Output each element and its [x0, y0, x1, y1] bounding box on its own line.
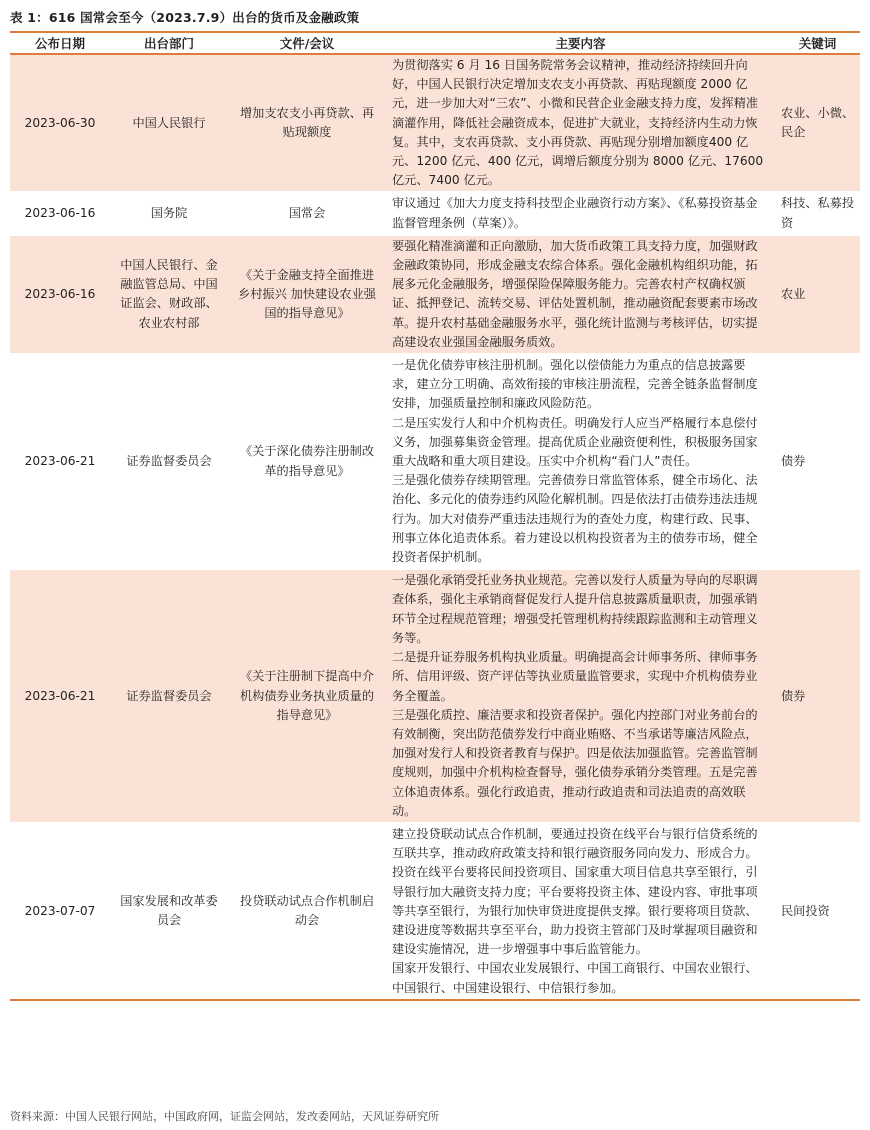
cell-document: 国常会: [228, 192, 386, 234]
content-paragraph: 一是优化债券审核注册机制。强化以偿债能力为重点的信息披露要求，建立分工明确、高效衔接的审核注册流程，完善全链条监督制度安排，加强质量控制和廉政风险防范。: [392, 358, 758, 411]
cell-date: 2023-07-07: [10, 823, 110, 1000]
cell-department: 证券监督委员会: [110, 354, 228, 569]
cell-department: 中国人民银行: [110, 54, 228, 192]
header-date: 公布日期: [10, 32, 110, 54]
cell-keyword: 农业、小微、民企: [775, 54, 860, 192]
source-footnote: 资料来源：中国人民银行网站，中国政府网，证监会网站，发改委网站，天风证券研究所: [10, 1110, 439, 1123]
content-paragraph: 三是强化债券存续期管理。完善债券日常监管体系，健全市场化、法治化、多元化的债券违约风险化解机制。四是依法打击债券违法违规行为。加大对债券严重违法违规行为的查处力度，构建行政、民事、刑事立体化追责体系。着力建设以机构投资者为主的债券市场，健全投资者保护机制。: [392, 473, 758, 565]
content-paragraph: 审议通过《加大力度支持科技型企业融资行动方案》、《私募投资基金监督管理条例（草案）》。: [392, 196, 758, 230]
cell-document: 投贷联动试点合作机制启动会: [228, 823, 386, 1000]
table-caption: 表 1：616 国常会至今（2023.7.9）出台的货币及金融政策: [10, 10, 360, 25]
cell-keyword: 民间投资: [775, 823, 860, 1000]
content-paragraph: 国家开发银行、中国农业发展银行、中国工商银行、中国农业银行、中国银行、中国建设银行、中信银行参加。: [392, 961, 758, 995]
policy-table: [10, 31, 860, 1001]
cell-document: 增加支农支小再贷款、再贴现额度: [228, 54, 386, 192]
table-row: [10, 192, 860, 234]
cell-date: 2023-06-30: [10, 54, 110, 192]
cell-keyword: 债券: [775, 569, 860, 823]
cell-department: 国务院: [110, 192, 228, 234]
content-paragraph: 二是压实发行人和中介机构责任。明确发行人应当严格履行本息偿付义务，加强募集资金管理。提高优质企业融资便利性，积极服务国家重大战略和重大项目建设。压实中介机构“看门人”责任。: [392, 415, 758, 469]
cell-content: [386, 192, 775, 234]
content-paragraph: 三是强化质控、廉洁要求和投资者保护。强化内控部门对业务前台的有效制衡，突出防范债券发行中商业贿赂、不当承诺等廉洁风险点，加强对发行人和投资者教育与保护。四是依法加强监管。完善监管制度规则，加强中介机构检查督导，强化债券承销分类管理。五是完善立体追责体系。强化行政追责，推动行政追责和司法追责的高效联动。: [392, 707, 758, 818]
cell-date: 2023-06-21: [10, 569, 110, 823]
table-row: [10, 569, 860, 823]
header-content: 主要内容: [386, 32, 775, 54]
table-row: [10, 823, 860, 1000]
cell-department: 中国人民银行、金融监管总局、中国证监会、财政部、 农业农村部: [110, 235, 228, 354]
header-keyword: 关键词: [775, 32, 860, 54]
content-paragraph: 要强化精准滴灌和正向激励，加大货币政策工具支持力度，加强财政金融政策协同，形成金融支农综合体系。强化金融机构组织功能，拓展多元化金融服务，增强保险保障服务能力。完善农村产权确权颁证、抵押登记、流转交易、评估处置机制，推动融资配套要素市场改革。提升农村基础金融服务水平，强化统计监测与考核评估，切实提高建设农业强国金融服务质效。: [392, 238, 758, 349]
cell-keyword: 农业: [775, 235, 860, 354]
cell-keyword: 科技、私募投资: [775, 192, 860, 234]
cell-content: [386, 235, 775, 354]
cell-content: [386, 354, 775, 569]
cell-date: 2023-06-16: [10, 192, 110, 234]
cell-date: 2023-06-21: [10, 354, 110, 569]
cell-department: 国家发展和改革委员会: [110, 823, 228, 1000]
content-paragraph: 一是强化承销受托业务执业规范。完善以发行人质量为导向的尽职调查体系，强化主承销商督促发行人提升信息披露质量职责，加强承销环节全过程规范管理；增强受托管理机构持续跟踪监测和主动管理义务等。: [392, 573, 758, 645]
table-header-row: [10, 32, 860, 54]
content-paragraph: 为贯彻落实 6 月 16 日国务院常务会议精神，推动经济持续回升向好，中国人民银行决定增加支农支小再贷款、再贴现额度 2000 亿元，进一步加大对“三农”、小微和民营企业金融支持力度，发挥精准滴灌作用，降低社会融资成本，促进扩大就业，支持经济内生动力恢复。其中，支农再贷款、支小再贷款、再贴现分别增加额度400 亿元、1200 亿元、400 亿元，调增后额度分别为 8000 亿元、17600 亿元、7400 亿元。: [392, 58, 764, 188]
cell-content: [386, 823, 775, 1000]
cell-keyword: 债券: [775, 354, 860, 569]
cell-date: 2023-06-16: [10, 235, 110, 354]
table-row: [10, 354, 860, 569]
cell-document: 《关于金融支持全面推进乡村振兴 加快建设农业强国的指导意见》: [228, 235, 386, 354]
cell-document: 《关于注册制下提高中介机构债券业务执业质量的指导意见》: [228, 569, 386, 823]
cell-content: [386, 54, 775, 192]
table-row: [10, 235, 860, 354]
cell-department: 证券监督委员会: [110, 569, 228, 823]
table-row: [10, 54, 860, 192]
content-paragraph: 二是提升证券服务机构执业质量。明确提高会计师事务所、律师事务所、信用评级、资产评估等执业质量监管要求，实现中介机构债券业务全覆盖。: [392, 650, 758, 703]
content-paragraph: 建立投贷联动试点合作机制，要通过投资在线平台与银行信贷系统的互联共享，推动政府政策支持和银行融资服务同向发力、形成合力。投资在线平台要将民间投资项目、国家重大项目信息共享至银行，引导银行加大融资支持力度；平台要将投资主体、建设内容、审批事项等共享至银行，为银行加快审贷进度提供支撑。银行要将项目贷款、建设进度等数据共享至平台，助力投资主管部门及时掌握项目融资和建设实施情况，进一步增强事中事后监管能力。: [392, 826, 758, 957]
cell-document: 《关于深化债券注册制改革的指导意见》: [228, 354, 386, 569]
header-document: 文件/会议: [228, 32, 386, 54]
header-department: 出台部门: [110, 32, 228, 54]
cell-content: [386, 569, 775, 823]
